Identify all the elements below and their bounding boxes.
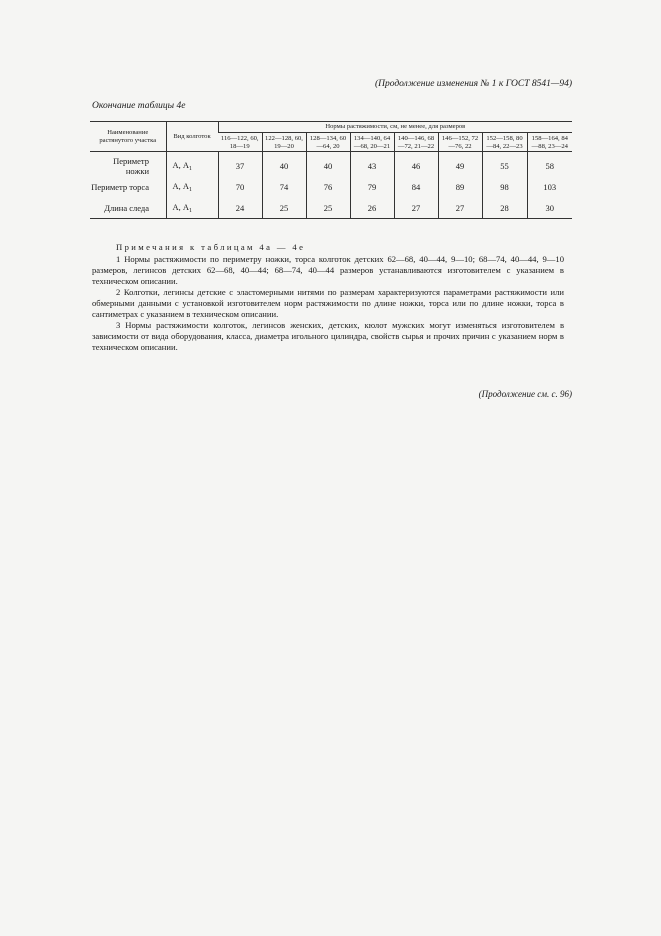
notes-section: [92, 242, 564, 353]
table-cell: 43: [350, 152, 394, 177]
table-cell: 46: [394, 152, 438, 177]
table-row: [90, 152, 572, 177]
table-cell: 79: [350, 176, 394, 197]
table-cell: 58: [527, 152, 572, 177]
row-kind-label: А, А: [172, 180, 190, 191]
table-row: [90, 197, 572, 219]
row-param-label: Периметр торса: [91, 181, 149, 192]
row-kind: [166, 176, 218, 197]
page-header: (Продолжение изменения № 1 к ГОСТ 8541—94): [374, 79, 572, 89]
table-cell: 25: [262, 197, 306, 219]
header-param: Наименование растянутого участка: [90, 122, 166, 152]
table-cell: 26: [350, 197, 394, 219]
size-header: 140—146, 68—72, 21—22: [394, 133, 438, 152]
row-param-label: Длина следа: [104, 202, 149, 213]
row-param: [90, 152, 166, 177]
table-cell: 27: [438, 197, 482, 219]
table-cell: 27: [394, 197, 438, 219]
norms-table: [90, 121, 572, 219]
row-kind-sub: 1: [189, 207, 193, 214]
table-cell: 30: [527, 197, 572, 219]
row-param-label: Периметр ножки: [113, 155, 149, 176]
row-kind: [166, 152, 218, 177]
size-header: 158—164, 84—88, 23—24: [527, 133, 572, 152]
row-param: [90, 176, 166, 197]
table-cell: 24: [218, 197, 262, 219]
table-cell: 28: [482, 197, 527, 219]
row-kind: [166, 197, 218, 219]
table-cell: 74: [262, 176, 306, 197]
row-kind-sub: 1: [189, 186, 193, 193]
table-cell: 76: [306, 176, 350, 197]
header-norms: Нормы растяжимости, см, не менее, для размеров: [218, 122, 572, 133]
size-header: 152—158, 80—84, 22—23: [482, 133, 527, 152]
notes-title: Примечания к таблицам 4а — 4е: [116, 242, 306, 252]
table-cell: 40: [262, 152, 306, 177]
table-row: [90, 176, 572, 197]
size-header: 122—128, 60, 19—20: [262, 133, 306, 152]
note-item: 3 Нормы растяжимости колготок, легинсов женских, детских, кюлот мужских могут изменяться изготовителем в зависимости от вида оборудования, класса, диаметра игольного цилиндра, свойств сырья и прочих причин с указанием норм в техническом описании.: [92, 320, 564, 352]
table-cell: 70: [218, 176, 262, 197]
table-cell: 98: [482, 176, 527, 197]
table-header-row: [90, 122, 572, 133]
table-cell: 103: [527, 176, 572, 197]
table-cell: 40: [306, 152, 350, 177]
row-kind-label: А, А: [172, 201, 190, 212]
table-cell: 25: [306, 197, 350, 219]
row-kind-label: А, А: [172, 159, 190, 170]
size-header: 146—152, 72—76, 22: [438, 133, 482, 152]
page-footer: (Продолжение см. с. 96): [478, 389, 572, 399]
table-caption: Окончание таблицы 4е: [92, 101, 186, 111]
size-header: 128—134, 60—64, 20: [306, 133, 350, 152]
table-cell: 49: [438, 152, 482, 177]
size-header: 116—122, 60, 18—19: [218, 133, 262, 152]
table-cell: 84: [394, 176, 438, 197]
table-cell: 37: [218, 152, 262, 177]
header-kind: Вид колготок: [166, 122, 218, 152]
table-cell: 55: [482, 152, 527, 177]
row-kind-sub: 1: [189, 165, 193, 172]
size-header: 134—140, 64—68, 20—21: [350, 133, 394, 152]
note-item: 2 Колготки, легинсы детские с эластомерными нитями по размерам характеризуются параметрами растяжимости или обмерными данными с установкой изготовителем норм растяжимости по длине ножки, торса или по длине ножки, торса в сантиметрах с указанием в техническом описании.: [92, 287, 564, 319]
table-cell: 89: [438, 176, 482, 197]
row-param: [90, 197, 166, 219]
note-item: 1 Нормы растяжимости по периметру ножки, торса колготок детских 62—68, 40—44, 9—10; 68—74, 40—44, 9—10 размеров, легинсов детских 62—68, 40—44; 68—74, 40—44 размеров устанавливаются изготовителем с указанием в техническом описании.: [92, 254, 564, 286]
